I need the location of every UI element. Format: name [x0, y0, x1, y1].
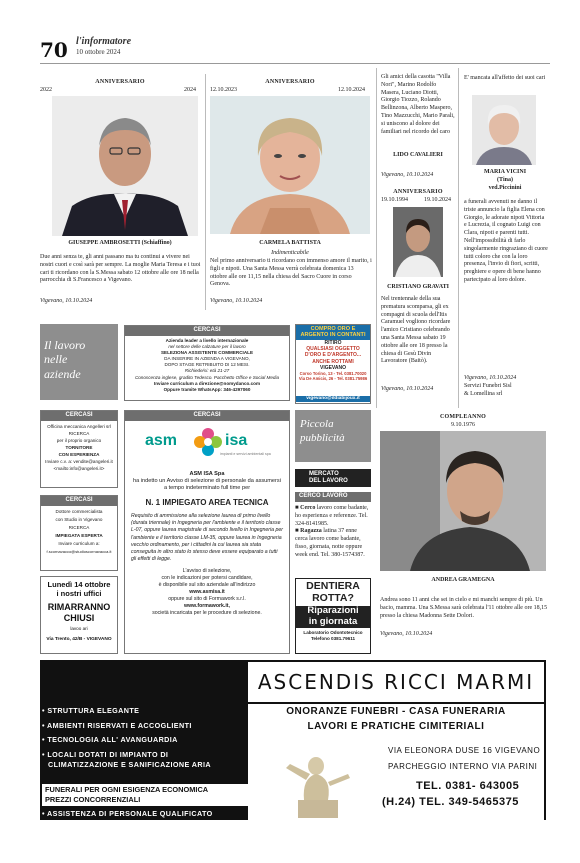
ad-line: per il proprio organico [56, 437, 102, 443]
ad-line: Inviare curriculum a: [58, 540, 100, 546]
ad-body [41, 421, 117, 475]
ascendis-brand: ASCENDIS RICCI MARMI [248, 662, 544, 702]
header-rule [40, 63, 550, 64]
asm-logo [125, 421, 289, 467]
asm-logo-left: asm [145, 431, 178, 449]
col4-agency2: & Lomellina srl [464, 391, 503, 397]
asm-flower-icon [193, 427, 223, 457]
col3a-signature: Vigevano, 10.10.2024 [381, 172, 434, 178]
issue-date: 10 ottobre 2024 [76, 48, 121, 56]
item-text: latina 37 enne cerca lavoro come badante, fisso, giornata, notte oppure week end. Tel. 380-1574387. [295, 528, 365, 558]
lavoro-line3: aziende [44, 366, 81, 381]
asm-company: ASM ISA Spa [189, 470, 225, 477]
asm-notice-line: è disponibile sul sito aziendale all'indirizzo [158, 581, 256, 588]
item-keyword: Cerco [300, 505, 316, 511]
asm-position: N. 1 IMPIEGATO AREA TECNICA [145, 498, 269, 508]
ad-title: CERCASI [41, 496, 117, 506]
oro-line4: QUALSIASI OGGETTO [306, 346, 360, 353]
col4-name: MARIA VICINI [483, 169, 527, 175]
paper-name: l'informatore [76, 36, 132, 47]
col4-text: a funerali avvenuti ne danno il triste annuncio la figlia Elena con Giorgio, le adorate nipoti Vittoria e Lucrezia, il cognato Luigi con Clara, nipoti e parenti tutti. Nell'impossibilità di farlo singolarmente ringraziano di cuore tutti coloro che con la loro presenza, l'invio di fiori, scritti, preghiere e opere di bene hanno partecipato al loro dolore. [464, 199, 548, 283]
oro-line5: D'ORO E D'ARGENTO... [304, 352, 362, 359]
oro-web: vigevano@ildiabijoux.it [296, 396, 370, 402]
ascendis-info [248, 704, 544, 820]
lunedi-line5: lavoo ari [70, 626, 88, 632]
ascendis-bullet: • STRUTTURA ELEGANTE [42, 706, 140, 715]
ad-line: DOPO STAGE RETRIBUITO DI 12 MESI. [164, 362, 250, 368]
col2-date-right: 12.10.2024 [338, 87, 365, 93]
oro-addr2: Via De Amicis, 26 - Tel. 0381.75986 [298, 376, 368, 382]
ad-cercasi-impiegata [40, 495, 118, 571]
ad-line: DA INSERIRE IN AZIENDA A VIGEVANO, [164, 356, 250, 362]
col1-year-right: 2024 [184, 87, 196, 93]
ad-cercasi-tornitore [40, 410, 118, 488]
column-divider [376, 68, 377, 408]
compleanno-date: 9.10.1976 [451, 422, 475, 428]
ad-line: RICERCA [68, 524, 90, 530]
ad-line: nel settore delle calzature per il lavoro [168, 343, 246, 349]
ascendis-assistenza: • ASSISTENZA DI PERSONALE QUALIFICATO [42, 809, 213, 818]
piccola-line2: pubblicità [300, 431, 345, 444]
col1-signature: Vigevano, 10.10.2024 [40, 298, 93, 304]
oro-line1: COMPRO ORO E [310, 326, 356, 332]
ad-title: CERCASI [125, 326, 289, 336]
lavoro-line1: Il lavoro [44, 338, 86, 352]
lunedi-line6: Via Trento, 42/B - VIGEVANO [46, 636, 112, 642]
lunedi-line2: i nostri uffici [56, 589, 102, 599]
ascendis-bullet: • AMBIENTI RISERVATI E ACCOGLIENTI [42, 720, 192, 730]
col3b-date-right: 19.10.2024 [424, 197, 451, 203]
cerco-lavoro-item: ■ Cerco lavoro come badante, ho esperienza e referenze. Tel. 324-8141985. [295, 505, 369, 527]
col4-nickname: (Tina) [497, 177, 513, 183]
ad-uffici-chiusi [40, 576, 118, 654]
col2-name: CARMELA BATTISTA [259, 240, 321, 246]
col4-agency: Servizi Funebri Sisl [464, 383, 512, 389]
col1-year-left: 2022 [40, 87, 52, 93]
col2-subtitle: Indimenticabile [271, 250, 309, 256]
lavoro-line2: nelle [44, 352, 68, 367]
asm-logo-sub: impianti e servizi ambientali spa [220, 451, 271, 456]
asm-notice [125, 568, 289, 617]
lunedi-line4: CHIUSI [63, 613, 95, 623]
col1-name: GIUSEPPE AMBROSETTI (Schiaffino) [68, 240, 172, 246]
oro-line3: RITIRO [324, 339, 342, 346]
cerco-lavoro-title: CERCO LAVORO [295, 492, 371, 502]
ad-line: Dottore commercialista [55, 508, 103, 514]
col2-heading: ANNIVERSARIO [265, 79, 315, 85]
mercato-line2: DEL LAVORO [309, 478, 348, 485]
asm-site-link[interactable]: www.asmisa.it [189, 588, 225, 595]
oro-city: VIGEVANO [319, 364, 347, 371]
asm-notice-line: L'avviso di selezione, [182, 567, 232, 574]
ad-asm-isa [124, 410, 290, 654]
statue-icon [268, 744, 358, 818]
compleanno-heading: COMPLEANNO [440, 414, 486, 420]
oro-line6: ANCHE ROTTAMI [312, 358, 354, 365]
piccola-line1: Piccola [300, 418, 334, 430]
dentiera-line2: ROTTA? [312, 591, 354, 604]
col2-date-left: 12.10.2023 [210, 87, 237, 93]
asm-notice-line: oppure sul sito di Formawork s.r.l. [168, 595, 246, 602]
ascendis-bullet: • LOCALI DOTATI DI IMPIANTO DI [42, 750, 169, 760]
dentiera-line4: in giornata [308, 616, 358, 628]
col3b-text: Nel trentennale della sua prematura scomparsa, gli ex compagni di scuola dell'Itis Caramuel vogliono ricordare l'amico Cristiano celebrando una Santa Messa sabato 19 ottobre alle ore 18 presso la chiesa di Gesù Divin Lavoratore (Baitò). [381, 296, 451, 365]
mercato-lavoro-banner [295, 469, 371, 487]
ascendis-bullets [42, 706, 248, 770]
ad-line: CON ESPERIENZA [58, 451, 100, 457]
oro-addr1: Corso Torino, 13 - Tel. 0381.70020 [299, 371, 367, 377]
formawork-site-link[interactable]: www.formawork.it, [184, 602, 230, 609]
cerco-lavoro-list [295, 505, 371, 560]
item-keyword: Ragazza [300, 528, 322, 535]
piccola-pubblicita-box [295, 410, 371, 462]
ad-compro-oro [295, 324, 371, 404]
col2-signature: Vigevano, 10.10.2024 [210, 298, 263, 304]
asm-requirements: Requisito di ammissione alla selezione laurea di primo livello (durata triennale) in Ingegneria per l'ambiente e il territorio classe L-07, oppure laurea magistrale di secondo livello in Ingegneria per l'ambiente e il territorio classe LM-35, oppure laurea in Ingegneria vecchio ordinamento, per i cittadini la cui laurea sia stata conseguita in altro stato lo stesso deve essere equiparato a tutti gli effetti di legge. [131, 513, 283, 562]
dentiera-line6: Telefono 0381.79611 [310, 635, 356, 641]
col1-text: Due anni senza te, gli anni passano ma tu continui a vivere nei nostri cuori e così sarà per sempre. La moglie Maria Teresa e i tuoi cari ti ricordano con la S.Messa sabato 12 ottobre alle ore 18 nella parrocchia di S.Francesco a Vigevano. [40, 254, 201, 284]
mercato-line1: MERCATO [309, 471, 339, 477]
ad-line: Conoscenza inglese, gradito Tedesco. Pacchetto Office e Social Media [134, 374, 280, 380]
col4-spouse: ved.Piccinini [488, 185, 522, 191]
col4-text-top: E' mancata all'affetto dei suoi cari [464, 75, 546, 81]
ascendis-address2: PARCHEGGIO INTERNO VIA PARINI [388, 762, 538, 771]
page-number: 70 [40, 38, 68, 62]
ad-line: con Studio in Vigevano [55, 516, 103, 522]
ascendis-line1: ONORANZE FUNEBRI - CASA FUNERARIA [286, 706, 506, 717]
oro-body [296, 340, 370, 382]
ad-line: Oppure tramite WhatsApp: 346-4297060 [163, 387, 251, 392]
dentiera-line3: Riparazioni [307, 605, 359, 617]
column-divider [205, 74, 206, 310]
asm-notice-line: con le indicazioni per potersi candidare, [161, 574, 253, 581]
col3b-heading: ANNIVERSARIO [393, 189, 443, 195]
portrait-vicini [472, 95, 536, 165]
col3a-text: Gli amici della casotta "Villa Nori", Marino Rodolfo Masera, Luciano Diotti, Giorgio Tiozzo, Rolando Bellinzona, Alberto Maspero, Tino Mazzucchi, Mario Parali, si uniscono al dolore dei familiari nel ricordo del caro [381, 74, 455, 135]
compleanno-text: Andrea sono 11 anni che sei in cielo e mi manchi sempre di più. Un bacio, mamma. Una S.Messa sarà celebrata l'11 ottobre alle ore 18,15 presso la chiesa Madonna Sette Dolori. [380, 597, 548, 619]
ad-line: <mailto:info@angeleri.it> [53, 466, 105, 472]
ad-line: RICERCA [68, 430, 90, 436]
ad-title: CERCASI [125, 411, 289, 421]
compleanno-name: ANDREA GRAMEGNA [431, 577, 495, 583]
column-divider [458, 68, 459, 408]
lunedi-line3: RIMARRANNO [47, 601, 111, 612]
ad-line: Inviare c.v. a: vendite@angeleri.it [45, 459, 113, 465]
item-text: lavoro come badante, ho esperienza e referenze. Tel. 324-8141985. [295, 505, 369, 527]
dentiera-line1: DENTIERA [306, 580, 360, 592]
ascendis-line2: LAVORI E PRATICHE CIMITERIALI [307, 720, 485, 732]
ad-body [125, 336, 289, 396]
ad-line: Richiede/si: età 21-27 [184, 368, 230, 374]
ascendis-bullet-cont: CLIMATIZZAZIONE E SANIFICAZIONE ARIA [48, 759, 211, 769]
asm-logo-right: isa [225, 431, 248, 449]
col4-signature: Vigevano, 10.10.2024 [464, 375, 517, 381]
compleanno-signature: Vigevano, 10.10.2024 [380, 631, 433, 637]
ad-body [41, 506, 117, 557]
col1-heading: ANNIVERSARIO [95, 79, 145, 85]
ad-line: IMPIEGATA ESPERTA [55, 532, 103, 538]
cerco-lavoro-item: ■ Ragazza latina 37 enne cerca lavoro come badante, fisso, giornata, notte oppure week end. Tel. 380-1574387. [295, 528, 365, 558]
portrait-gravati [393, 207, 443, 277]
asm-intro: ha indetto un Avviso di selezione di personale da assumersi a tempo indeterminato full time per [133, 478, 281, 492]
ad-cercasi-assistente [124, 325, 290, 401]
dentiera-line5: Laboratorio Odontotecnico [303, 629, 363, 635]
funerali-line2: PREZZI CONCORRENZIALI [45, 794, 141, 804]
ad-line: Officina meccanica Angelleri srl [47, 423, 111, 429]
ascendis-address1: VIA ELEONORA DUSE 16 VIGEVANO [388, 746, 541, 755]
col3b-signature: Vigevano, 10.10.2024 [381, 386, 434, 392]
funerali-line1: FUNERALI PER OGNI ESIGENZA ECONOMICA [45, 785, 209, 794]
ascendis-tel1: TEL. 0381- 643005 [416, 780, 520, 792]
portrait-battista [210, 96, 370, 234]
ad-dentiera [295, 578, 371, 654]
oro-banner [296, 325, 370, 340]
asm-notice-line: società incaricata per le procedure di selezione. [152, 609, 262, 616]
ad-line: f.scornavacco@studioscornavacca.it [46, 548, 112, 554]
ad-line: SELEZIONA ASSISTENTE COMMERCIALE [160, 349, 254, 355]
ad-line: Azienda leader a livello internazionale [165, 337, 249, 343]
lunedi-line1: Lunedì 14 ottobre [47, 580, 111, 589]
portrait-gramegna [380, 431, 546, 571]
ad-line: TORNITORE [65, 444, 93, 450]
ascendis-tel2: (H.24) TEL. 349-5465375 [382, 796, 519, 808]
ascendis-funerali [42, 784, 248, 806]
ascendis-bullet: • TECNOLOGIA ALL' AVANGUARDIA [42, 735, 178, 745]
ad-title: CERCASI [41, 411, 117, 421]
ad-line: Inviare curriculum a direzione@nomydanco.com [153, 380, 261, 386]
col2-text: Nel primo anniversario ti ricordano con immenso amore il marito, i figli e nipoti. Una Santa Messa verrà celebrata domenica 13 ottobre alle ore 11,15 nella chiesa del Sacro Cuore in corso Genova. [210, 258, 372, 288]
lavoro-box [40, 324, 118, 400]
portrait-ambrosetti [52, 96, 198, 236]
col3b-date-left: 19.10.1994 [381, 197, 408, 203]
ad-ascendis [40, 660, 546, 820]
col3a-name: LIDO CAVALIERI [393, 152, 443, 158]
col3b-name: CRISTIANO GRAVATI [387, 284, 449, 290]
oro-line2: ARGENTO IN CONTANTI [300, 332, 366, 339]
